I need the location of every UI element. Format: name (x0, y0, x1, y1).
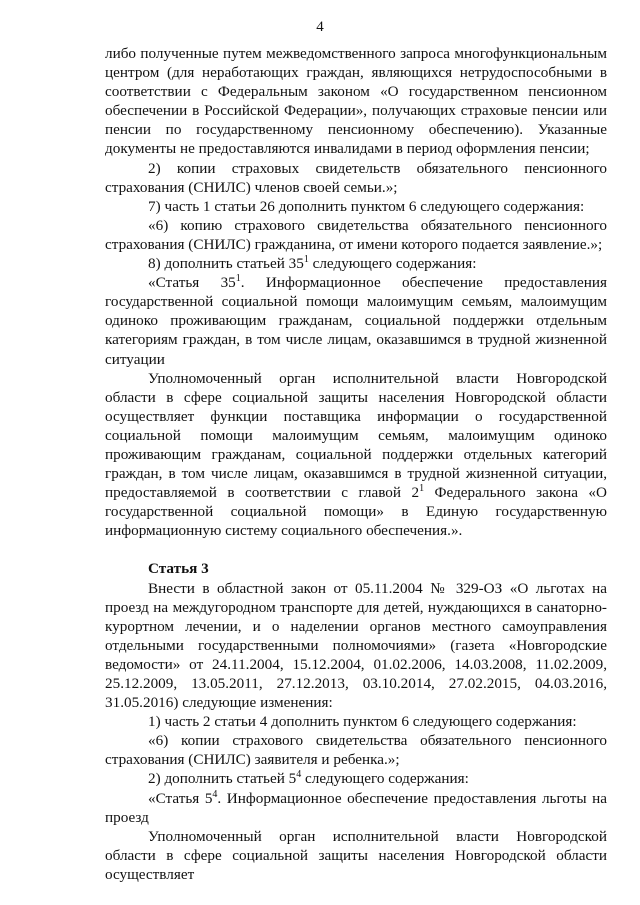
paragraph-continuation: либо полученные путем межведомственного запроса многофункциональным центром (для неработающих граждан, являющихся нетрудоспособными в соответствии с Федеральным законом «О государственном пенсионном обеспечении в Российской Федерации», получающих страховые пенсии или пенсии по государственному пенсионному обеспечению). Указанные документы не предоставляются инвалидами в период оформления пенсии; (105, 45, 607, 158)
paragraph-gap (105, 540, 607, 559)
paragraph-article-5-4-body: Уполномоченный орган исполнительной власти Новгородской области в сфере социальной защиты населения Новгородской области осуществляет (105, 827, 607, 883)
page-number: 4 (316, 19, 324, 35)
paragraph-article-35-1-title (105, 273, 607, 368)
paragraph-item-7: 7) часть 1 статьи 26 дополнить пунктом 6 следующего содержания: (148, 197, 585, 215)
article-5-4-title-end: . Информационное обеспечение предоставления льготы на проезд (105, 789, 607, 826)
chapter-superscript: 1 (419, 483, 425, 495)
article-35-1-title-end: . Информационное обеспечение предоставления государственной социальной помощи малоимущим семьям, малоимущим одиноко проживающим гражданам, социальной поддержки отдельным категориям граждан, в том числе лицам, оказавшимся в трудной жизненной ситуации (105, 274, 607, 368)
article-3-item-2-text: 2) дополнить статьей 5 (148, 770, 297, 788)
paragraph-article-3-item-1-text: «6) копии страхового свидетельства обязательного пенсионного страхования (СНИЛС) заявителя и ребенка.»; (105, 732, 607, 769)
item-8-superscript: 1 (303, 254, 309, 266)
paragraph-article-3-intro: Внести в областной закон от 05.11.2004 № 329-ОЗ «О льготах на проезд на междугородном транспорте для детей, нуждающихся в санаторно-курортном лечении, и о наделении органов местного самоуправления отдельными государственными полномочиями» (газета «Новгородские ведомости» от 24.11.2004, 15.12.2004, 01.02.2006, 14.03.2008, 11.02.2009, 25.12.2009, 13.05.2011, 27.12.2013, 03.10.2014, 27.02.2015, 04.03.2016, 31.05.2016) следующие изменения: (105, 579, 607, 712)
article-3-heading: Статья 3 (148, 560, 209, 578)
item-8-text-end: следующего содержания: (308, 255, 477, 273)
paragraph-article-3-item-2 (105, 769, 607, 788)
document-body (105, 44, 607, 884)
article-35-1-superscript: 1 (235, 273, 241, 285)
paragraph-item-2-snils-family: 2) копии страховых свидетельств обязательного пенсионного страхования (СНИЛС) членов своей семьи.»; (105, 159, 607, 196)
article-5-4-superscript: 4 (212, 788, 218, 800)
paragraph-article-35-1-body (105, 369, 607, 541)
article-35-1-title-start: «Статья 35 (148, 274, 236, 292)
paragraph-article-5-4-title (105, 789, 607, 827)
item-8-text: 8) дополнить статьей 35 (148, 255, 304, 273)
article-3-item-2-superscript: 4 (296, 769, 302, 781)
article-35-1-body-start: Уполномоченный орган исполнительной власти Новгородской области в сфере социальной защиты населения Новгородской области осуществляет функции поставщика информации о государственной социальной помощи малоимущим семьям, малоимущим одиноко проживающим гражданам, социальной поддержки отдельных категорий граждан, в том числе лицам, оказавшимся в трудной жизненной ситуации, предоставляемой в соответствии с главой 2 (105, 369, 607, 502)
article-5-4-title-start: «Статья 5 (148, 789, 213, 807)
paragraph-article-3-item-1: 1) часть 2 статьи 4 дополнить пунктом 6 следующего содержания: (148, 713, 577, 731)
paragraph-item-8 (105, 254, 607, 273)
article-35-1-body-end: Федерального закона «О государственной социальной помощи» в Единую государственную информационную систему социального обеспечения.». (105, 484, 607, 540)
paragraph-item-7-text: «6) копию страхового свидетельства обязательного пенсионного страхования (СНИЛС) гражданина, от имени которого подается заявление.»; (105, 216, 607, 253)
article-3-item-2-text-end: следующего содержания: (301, 770, 469, 788)
